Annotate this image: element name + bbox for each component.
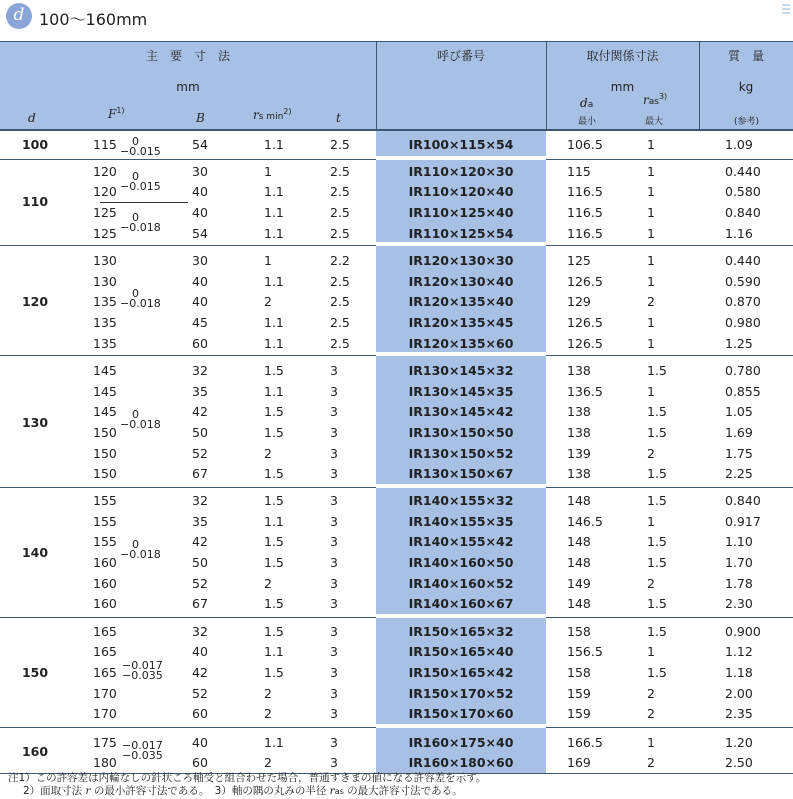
footnote-1: 注1）この許容差は内輪なしの針状ころ軸受と組合わせた場合，普通すきまの値になる許容差を示す。 bbox=[8, 772, 487, 784]
da-value: 126.5 bbox=[567, 315, 603, 330]
da-value: 158 bbox=[567, 665, 591, 680]
da-value: 158 bbox=[567, 624, 591, 639]
da-value: 138 bbox=[567, 425, 591, 440]
r-value: 1.1 bbox=[264, 315, 284, 330]
t-value: 2.5 bbox=[330, 184, 350, 199]
r-value: 1.5 bbox=[264, 493, 284, 508]
ras-value: 2 bbox=[647, 446, 655, 461]
B-value: 52 bbox=[192, 446, 208, 461]
ras-value: 1.5 bbox=[647, 596, 667, 611]
r-value: 1.5 bbox=[264, 425, 284, 440]
ras-value: 1.5 bbox=[647, 404, 667, 419]
da-value: 169 bbox=[567, 755, 591, 770]
da-value: 156.5 bbox=[567, 644, 603, 659]
da-value: 148 bbox=[567, 596, 591, 611]
F-value: 160 bbox=[93, 555, 117, 570]
B-value: 54 bbox=[192, 226, 208, 241]
mass-value: 1.25 bbox=[725, 336, 753, 351]
da-value: 149 bbox=[567, 576, 591, 591]
B-value: 52 bbox=[192, 686, 208, 701]
column-gap bbox=[376, 156, 546, 160]
mass-value: 0.780 bbox=[725, 363, 761, 378]
ras-value: 1.5 bbox=[647, 555, 667, 570]
header-mass-unit: kg bbox=[738, 80, 754, 94]
r-value: 1.5 bbox=[264, 665, 284, 680]
column-gap bbox=[376, 614, 546, 618]
r-value: 1.1 bbox=[264, 184, 284, 199]
designation: IR130×145×35 bbox=[408, 384, 514, 399]
designation: IR120×135×60 bbox=[408, 336, 514, 351]
header-main-dimensions: 主 要 寸 法 bbox=[145, 49, 230, 63]
r-value: 1.5 bbox=[264, 363, 284, 378]
mass-value: 0.440 bbox=[725, 164, 761, 179]
t-value: 3 bbox=[330, 384, 338, 399]
mass-value: 1.12 bbox=[725, 644, 753, 659]
mass-value: 1.10 bbox=[725, 534, 753, 549]
footnotes bbox=[8, 772, 486, 798]
mass-value: 0.840 bbox=[725, 205, 761, 220]
t-value: 3 bbox=[330, 686, 338, 701]
B-value: 40 bbox=[192, 205, 208, 220]
da-value: 148 bbox=[567, 534, 591, 549]
F-value: 115 bbox=[93, 137, 117, 152]
r-value: 1.5 bbox=[264, 466, 284, 481]
B-value: 42 bbox=[192, 404, 208, 419]
mass-value: 0.580 bbox=[725, 184, 761, 199]
F-tolerance: 0 −0.018 bbox=[120, 538, 161, 561]
da-value: 159 bbox=[567, 706, 591, 721]
ras-value: 1 bbox=[647, 336, 655, 351]
t-value: 3 bbox=[330, 644, 338, 659]
F-tolerance: −0.017 −0.035 bbox=[122, 659, 163, 682]
F-value: 155 bbox=[93, 514, 117, 529]
F-value: 175 bbox=[93, 735, 117, 750]
ras-value: 1 bbox=[647, 514, 655, 529]
da-value: 159 bbox=[567, 686, 591, 701]
designation: IR110×125×40 bbox=[408, 205, 514, 220]
r-value: 1 bbox=[264, 164, 272, 179]
F-value: 130 bbox=[93, 274, 117, 289]
F-value: 130 bbox=[93, 253, 117, 268]
ras-value: 2 bbox=[647, 576, 655, 591]
ras-value: 2 bbox=[647, 294, 655, 309]
t-value: 3 bbox=[330, 706, 338, 721]
B-value: 60 bbox=[192, 755, 208, 770]
r-value: 1.1 bbox=[264, 274, 284, 289]
t-value: 3 bbox=[330, 735, 338, 750]
designation: IR120×130×40 bbox=[408, 274, 514, 289]
r-value: 1.1 bbox=[264, 336, 284, 351]
t-value: 3 bbox=[330, 576, 338, 591]
t-value: 2.5 bbox=[330, 226, 350, 241]
designation: IR150×165×40 bbox=[408, 644, 514, 659]
da-value: 116.5 bbox=[567, 184, 603, 199]
designation: IR120×135×45 bbox=[408, 315, 514, 330]
ras-value: 1 bbox=[647, 384, 655, 399]
da-value: 166.5 bbox=[567, 735, 603, 750]
ras-value: 2 bbox=[647, 755, 655, 770]
t-value: 3 bbox=[330, 665, 338, 680]
F-value: 145 bbox=[93, 363, 117, 378]
t-value: 2.5 bbox=[330, 164, 350, 179]
F-value: 160 bbox=[93, 576, 117, 591]
F-value: 150 bbox=[93, 446, 117, 461]
header-r: rs $\min^{2)}$ bbox=[253, 107, 292, 122]
F-value: 155 bbox=[93, 493, 117, 508]
r-value: 1.1 bbox=[264, 514, 284, 529]
r-value: 1.5 bbox=[264, 534, 284, 549]
B-value: 52 bbox=[192, 576, 208, 591]
F-value: 135 bbox=[93, 315, 117, 330]
t-value: 3 bbox=[330, 425, 338, 440]
ras-value: 1.5 bbox=[647, 665, 667, 680]
mass-value: 1.70 bbox=[725, 555, 753, 570]
r-value: 1.5 bbox=[264, 555, 284, 570]
ras-value: 1 bbox=[647, 226, 655, 241]
r-value: 1.5 bbox=[264, 624, 284, 639]
mass-value: 2.50 bbox=[725, 755, 753, 770]
B-value: 35 bbox=[192, 384, 208, 399]
F-tolerance: 0 −0.018 bbox=[120, 287, 161, 310]
ras-value: 1.5 bbox=[647, 534, 667, 549]
footnote-2-3: 2）面取寸法 r の最小許容寸法である。 3）軸の隅の丸みの半径 ras の最大許容寸法である。 bbox=[23, 785, 463, 797]
da-value: 129 bbox=[567, 294, 591, 309]
designation: IR100×115×54 bbox=[408, 137, 514, 152]
ras-value: 1 bbox=[647, 735, 655, 750]
B-value: 60 bbox=[192, 336, 208, 351]
ras-value: 1 bbox=[647, 315, 655, 330]
F-value: 155 bbox=[93, 534, 117, 549]
designation: IR140×160×50 bbox=[408, 555, 514, 570]
t-value: 3 bbox=[330, 514, 338, 529]
header-B: B bbox=[196, 111, 205, 125]
t-value: 3 bbox=[330, 446, 338, 461]
mass-value: 1.78 bbox=[725, 576, 753, 591]
corner-mark bbox=[779, 0, 793, 16]
ras-value: 1 bbox=[647, 164, 655, 179]
t-value: 2.5 bbox=[330, 294, 350, 309]
designation: IR130×150×52 bbox=[408, 446, 514, 461]
ras-value: 1 bbox=[647, 274, 655, 289]
F-value: 170 bbox=[93, 706, 117, 721]
designation: IR140×155×42 bbox=[408, 534, 514, 549]
mass-value: 0.855 bbox=[725, 384, 761, 399]
F-tolerance: 0 −0.015 bbox=[120, 170, 161, 193]
t-value: 3 bbox=[330, 755, 338, 770]
designation: IR140×155×35 bbox=[408, 514, 514, 529]
B-value: 45 bbox=[192, 315, 208, 330]
r-value: 1 bbox=[264, 253, 272, 268]
designation: IR150×170×60 bbox=[408, 706, 514, 721]
da-value: 146.5 bbox=[567, 514, 603, 529]
F-value: 160 bbox=[93, 596, 117, 611]
mass-value: 2.35 bbox=[725, 706, 753, 721]
bore-diameter: 110 bbox=[21, 194, 49, 209]
F-tolerance: 0 −0.015 bbox=[120, 135, 161, 158]
designation: IR110×125×54 bbox=[408, 226, 514, 241]
B-value: 32 bbox=[192, 624, 208, 639]
B-value: 67 bbox=[192, 596, 208, 611]
r-value: 1.5 bbox=[264, 404, 284, 419]
F-value: 120 bbox=[93, 184, 117, 199]
header-main-unit: mm bbox=[176, 80, 200, 94]
mass-value: 1.05 bbox=[725, 404, 753, 419]
t-value: 3 bbox=[330, 404, 338, 419]
header-mass: 質 量 bbox=[727, 49, 764, 63]
designation: IR130×150×50 bbox=[408, 425, 514, 440]
ras-value: 1.5 bbox=[647, 425, 667, 440]
designation: IR150×165×42 bbox=[408, 665, 514, 680]
t-value: 2.5 bbox=[330, 315, 350, 330]
da-value: 148 bbox=[567, 493, 591, 508]
ras-value: 1 bbox=[647, 205, 655, 220]
t-value: 2.5 bbox=[330, 137, 350, 152]
tolerance-divider bbox=[100, 202, 188, 203]
B-value: 40 bbox=[192, 735, 208, 750]
t-value: 3 bbox=[330, 624, 338, 639]
designation: IR110×120×40 bbox=[408, 184, 514, 199]
bore-diameter: 100 bbox=[21, 137, 49, 152]
mass-value: 0.870 bbox=[725, 294, 761, 309]
mass-value: 1.20 bbox=[725, 735, 753, 750]
B-value: 54 bbox=[192, 137, 208, 152]
designation: IR130×145×42 bbox=[408, 404, 514, 419]
ras-value: 1 bbox=[647, 184, 655, 199]
r-value: 1.1 bbox=[264, 735, 284, 750]
mass-value: 2.00 bbox=[725, 686, 753, 701]
F-value: 125 bbox=[93, 205, 117, 220]
B-value: 35 bbox=[192, 514, 208, 529]
mass-value: 2.30 bbox=[725, 596, 753, 611]
da-value: 116.5 bbox=[567, 226, 603, 241]
header-ras-max: 最大 bbox=[645, 117, 664, 127]
mass-value: 1.75 bbox=[725, 446, 753, 461]
B-value: 40 bbox=[192, 184, 208, 199]
F-value: 165 bbox=[93, 644, 117, 659]
ras-value: 1 bbox=[647, 137, 655, 152]
ras-value: 1.5 bbox=[647, 466, 667, 481]
r-value: 2 bbox=[264, 755, 272, 770]
da-value: 139 bbox=[567, 446, 591, 461]
designation: IR140×160×67 bbox=[408, 596, 514, 611]
designation: IR130×145×32 bbox=[408, 363, 514, 378]
r-value: 2 bbox=[264, 686, 272, 701]
ras-value: 1 bbox=[647, 253, 655, 268]
t-value: 2.5 bbox=[330, 274, 350, 289]
bore-diameter: 120 bbox=[21, 294, 49, 309]
mass-value: 0.590 bbox=[725, 274, 761, 289]
designation: IR120×130×30 bbox=[408, 253, 514, 268]
column-gap bbox=[376, 484, 546, 488]
da-value: 125 bbox=[567, 253, 591, 268]
ras-value: 1 bbox=[647, 644, 655, 659]
header-mass-reference: (参考) bbox=[734, 117, 760, 127]
da-value: 148 bbox=[567, 555, 591, 570]
F-value: 125 bbox=[93, 226, 117, 241]
column-gap bbox=[376, 352, 546, 356]
bore-diameter: 130 bbox=[21, 415, 49, 430]
B-value: 42 bbox=[192, 665, 208, 680]
header-F: $F^{1)}$ bbox=[108, 106, 125, 121]
bore-diameter: 150 bbox=[21, 665, 49, 680]
header-bottom-rule bbox=[0, 129, 793, 131]
mass-value: 0.440 bbox=[725, 253, 761, 268]
B-value: 50 bbox=[192, 555, 208, 570]
F-value: 150 bbox=[93, 466, 117, 481]
da-value: 138 bbox=[567, 363, 591, 378]
ras-value: 1.5 bbox=[647, 363, 667, 378]
bore-range-title: 100～160mm bbox=[39, 10, 148, 29]
header-d: d bbox=[28, 111, 36, 125]
F-tolerance: 0 −0.018 bbox=[120, 408, 161, 431]
mass-value: 1.09 bbox=[725, 137, 753, 152]
designation: IR110×120×30 bbox=[408, 164, 514, 179]
r-value: 2 bbox=[264, 706, 272, 721]
B-value: 30 bbox=[192, 164, 208, 179]
B-value: 50 bbox=[192, 425, 208, 440]
t-value: 3 bbox=[330, 555, 338, 570]
F-value: 165 bbox=[93, 665, 117, 680]
mass-value: 1.18 bbox=[725, 665, 753, 680]
t-value: 2.5 bbox=[330, 205, 350, 220]
r-value: 1.5 bbox=[264, 596, 284, 611]
ras-value: 1.5 bbox=[647, 624, 667, 639]
designation: IR150×165×32 bbox=[408, 624, 514, 639]
column-gap bbox=[376, 242, 546, 246]
da-value: 138 bbox=[567, 404, 591, 419]
B-value: 32 bbox=[192, 363, 208, 378]
r-value: 1.1 bbox=[264, 644, 284, 659]
mass-value: 0.900 bbox=[725, 624, 761, 639]
F-tolerance: 0 −0.018 bbox=[120, 211, 161, 234]
da-value: 106.5 bbox=[567, 137, 603, 152]
t-value: 3 bbox=[330, 493, 338, 508]
B-value: 60 bbox=[192, 706, 208, 721]
da-value: 115 bbox=[567, 164, 591, 179]
t-value: 2.2 bbox=[330, 253, 350, 268]
table-top-rule bbox=[0, 41, 793, 42]
F-value: 135 bbox=[93, 294, 117, 309]
F-value: 135 bbox=[93, 336, 117, 351]
ras-value: 2 bbox=[647, 706, 655, 721]
mass-value: 2.25 bbox=[725, 466, 753, 481]
mass-value: 1.69 bbox=[725, 425, 753, 440]
B-value: 42 bbox=[192, 534, 208, 549]
column-gap bbox=[376, 724, 546, 728]
F-value: 145 bbox=[93, 384, 117, 399]
da-value: 138 bbox=[567, 466, 591, 481]
F-value: 145 bbox=[93, 404, 117, 419]
designation: IR120×135×40 bbox=[408, 294, 514, 309]
t-value: 3 bbox=[330, 596, 338, 611]
B-value: 32 bbox=[192, 493, 208, 508]
designation: IR140×160×52 bbox=[408, 576, 514, 591]
designation: IR160×180×60 bbox=[408, 755, 514, 770]
F-value: 170 bbox=[93, 686, 117, 701]
designation: IR130×150×67 bbox=[408, 466, 514, 481]
B-value: 40 bbox=[192, 294, 208, 309]
F-value: 180 bbox=[93, 755, 117, 770]
B-value: 30 bbox=[192, 253, 208, 268]
header-da: da bbox=[580, 96, 594, 110]
mass-value: 0.980 bbox=[725, 315, 761, 330]
da-value: 126.5 bbox=[567, 274, 603, 289]
F-value: 165 bbox=[93, 624, 117, 639]
da-value: 136.5 bbox=[567, 384, 603, 399]
r-value: 2 bbox=[264, 294, 272, 309]
ras-value: 2 bbox=[647, 686, 655, 701]
bore-diameter: 140 bbox=[21, 545, 49, 560]
mass-value: 0.840 bbox=[725, 493, 761, 508]
F-value: 120 bbox=[93, 164, 117, 179]
r-value: 2 bbox=[264, 576, 272, 591]
dimension-symbol: d bbox=[6, 3, 32, 29]
header-mounting-dimensions: 取付関係寸法 bbox=[586, 49, 659, 63]
r-value: 1.1 bbox=[264, 384, 284, 399]
r-value: 1.1 bbox=[264, 226, 284, 241]
designation: IR140×155×32 bbox=[408, 493, 514, 508]
header-t: t bbox=[336, 111, 341, 125]
bore-diameter: 160 bbox=[21, 744, 49, 759]
da-value: 116.5 bbox=[567, 205, 603, 220]
r-value: 1.1 bbox=[264, 205, 284, 220]
header-da-min: 最小 bbox=[578, 117, 597, 127]
B-value: 67 bbox=[192, 466, 208, 481]
ras-value: 1.5 bbox=[647, 493, 667, 508]
t-value: 3 bbox=[330, 466, 338, 481]
t-value: 3 bbox=[330, 534, 338, 549]
t-value: 2.5 bbox=[330, 336, 350, 351]
F-value: 150 bbox=[93, 425, 117, 440]
designation: IR150×170×52 bbox=[408, 686, 514, 701]
B-value: 40 bbox=[192, 644, 208, 659]
r-value: 2 bbox=[264, 446, 272, 461]
da-value: 126.5 bbox=[567, 336, 603, 351]
header-ras: ras$^{3)}$ bbox=[643, 92, 668, 107]
mass-value: 1.16 bbox=[725, 226, 753, 241]
header-mounting-unit: mm bbox=[610, 80, 635, 94]
header-designation: 呼び番号 bbox=[436, 49, 485, 63]
mass-value: 0.917 bbox=[725, 514, 761, 529]
t-value: 3 bbox=[330, 363, 338, 378]
B-value: 40 bbox=[192, 274, 208, 289]
designation: IR160×175×40 bbox=[408, 735, 514, 750]
F-tolerance: −0.017 −0.035 bbox=[122, 739, 163, 762]
r-value: 1.1 bbox=[264, 137, 284, 152]
